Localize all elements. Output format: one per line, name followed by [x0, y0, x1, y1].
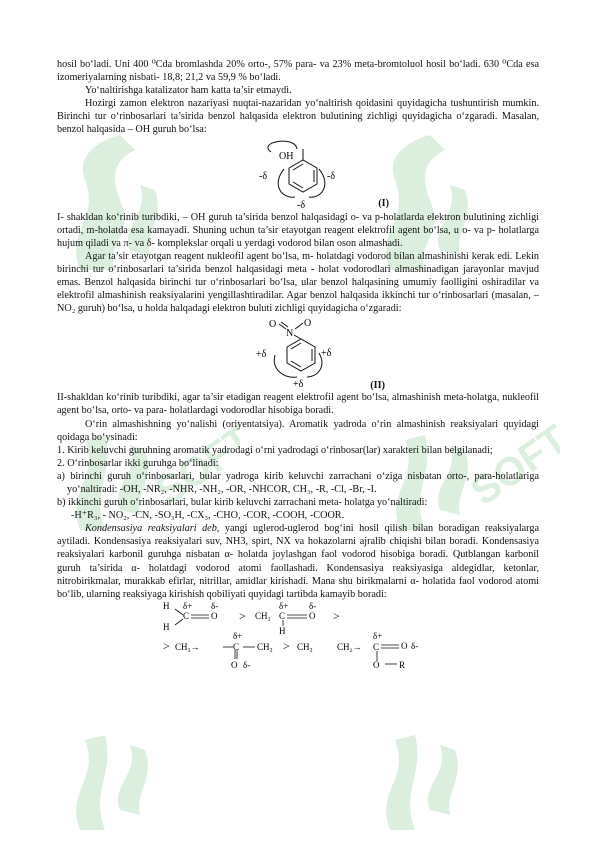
c-2: C	[279, 610, 286, 621]
ch3-1: CH₃	[255, 610, 271, 621]
nitrogen-label: N	[286, 328, 294, 340]
list-item-5: -H⁺R₃, - NO₂, -CN, -SO₃H, -CX₃, -CHO, -COR, -COOH, -COOR.	[71, 510, 345, 522]
ch3-3: CH₃	[257, 641, 273, 652]
dminus-3: δ-	[243, 659, 251, 670]
figure-label-2: (II)	[370, 380, 385, 392]
watermark-6	[370, 700, 480, 844]
paragraph-2: Yo‘naltirishga katalizator ham katta ta’sir etmaydi.	[85, 85, 292, 97]
gt-4: >	[283, 638, 290, 653]
watermark-5	[60, 700, 170, 844]
o-4: O	[401, 640, 408, 651]
delta-plus-bottom: +δ	[293, 379, 304, 391]
c-4: C	[373, 641, 380, 652]
o-3: O	[231, 659, 238, 670]
phenol-structure	[57, 137, 539, 211]
list-item-4: b) ikkinchi guruh o‘rinbosarlari, bular kirib keluvchi zarrachani meta- holatga yo‘naltiradi:	[57, 497, 428, 509]
dplus-4: δ+	[373, 630, 383, 641]
list-item-2: 2. O‘rinbosarlar ikki guruhga bo‘linadi:	[57, 457, 219, 469]
dplus-2: δ+	[279, 600, 289, 611]
ch3-4: CH₃	[297, 641, 313, 652]
paragraph-4: I- shakldan ko‘rinib turibdiki, – OH guruh ta’sirida benzol halqasidagi o- va p-holatlarda elektron bulutining zichligi ortadi, m-holatda esa kamayadi. Shuning uchun ta’sir etayotgan reagent elektrofil agent bo‘lsa, u o- va p- holatlarga hujum qiladi va π- va δ- komplekslar orqali u yerdagi vodorod bilan oson almashadi.	[57, 211, 539, 249]
figure-reactivity-order	[57, 601, 539, 681]
c-3: C	[233, 641, 240, 652]
gt-3: >	[163, 638, 170, 653]
paragraph-3: Hozirgi zamon elektron nazariyasi nuqtai-nazaridan yo‘naltirish qoidasini quyidagicha tushuntirish mumkin. Birinchi tur o‘rinbosarlari ta’sirida benzol halqasida elektron bulutining zichligi quyidagicha o‘zgaradi. Masalan, benzol halqasida – OH guruh bo‘lsa:	[57, 98, 539, 136]
h-3: H	[279, 625, 286, 636]
paragraph-1: hosil bo‘ladi. Uni 400 ⁰Cda bromlashda 20% orto-, 57% para- va 23% meta-bromtoluol hosil bo‘ladi. 630 ⁰Cda esa izomeriyalarning nisbati- 18,8; 21,2 va 59,9 % bo‘ladi.	[57, 59, 539, 84]
h-bottom: H	[163, 621, 170, 632]
dplus-1: δ+	[183, 600, 193, 611]
r-group: R	[399, 659, 406, 670]
paragraph-8	[57, 522, 539, 601]
o-5: O	[373, 659, 380, 670]
delta-bottom: -δ	[297, 199, 306, 211]
figure-nitrobenzene	[57, 315, 539, 391]
delta-right: -δ	[327, 170, 336, 182]
ch2: CH₂→	[337, 641, 362, 652]
paragraph-6: II-shakldan ko‘rinib turibdiki, agar ta’sir etadigan reagent elektrofil agent bo‘lsa, almashinish meta-holatga, nukleofil agent bo‘lsa, orto- va para- holatlardagi vodorodlar hisobiga boradi.	[57, 392, 539, 417]
list-item-1: 1. Kirib keluvchi guruhning aromatik yadrodagi o‘rni yadrodagi o‘rinbosar(lar) xarakteri bilan belgilanadi;	[57, 444, 493, 456]
nitrobenzene-structure	[57, 315, 539, 391]
gt-2: >	[333, 608, 340, 623]
dminus-2: δ-	[309, 600, 317, 611]
o-1: O	[211, 610, 218, 621]
paragraph-7: O‘rin almashishning yo‘nalishi (oriyentatsiya). Aromatik yadroda o‘rin almashinish reaksiyalari quyidagi qoidaga bo‘ysinadi:	[57, 418, 539, 443]
dminus-1: δ-	[211, 600, 219, 611]
watermark-text-2: SOFT	[463, 416, 560, 514]
figure-phenol	[57, 137, 539, 211]
delta-plus-right: +δ	[321, 348, 332, 360]
oxygen-right: O	[304, 318, 312, 330]
paragraph-8-body: yangi uglerod-uglerod bog‘ini hosil qilish bilan boradigan reaksiyalarga aytiladi. Kondensasiya reaksiyalari suv, NH3, spirt, NX va hokazolarni ajralib chiqishi bilan boradi. Kondensasiya reaksiyalari karbonil guruhga nisbatan α- holatda joylashgan faol vodorod hisobiga boradi. Qutblangan karbonil guruh ta’sirida α- holatdagi vodorod atomi faollashadi. Kondensasiya reaksiyasiga aldegidlar, ketonlar, nitrobirikmalar, murakkab efirlar, nitrillar, amidlar kirishadi. Mana shu birikmalarni α- holatida faol vodorod atomi bo‘lib, ularning reaksiyaga kirishish qobiliyati quyidagi tartibda kamayib boradi:	[57, 523, 539, 600]
dminus-4: δ-	[411, 640, 419, 651]
delta-left: -δ	[259, 170, 268, 182]
paragraph-5: Agar ta’sir etayotgan reagent nukleofil agent bo‘lsa, m- holatdagi vodorod bilan almashinishi kerak edi. Lekin birinchi tur o‘rinbosarlari ta’sirida benzol halqasidagi meta - holat vodorodlari almashinadigan jarayonlar mavjud emas. Benzol halqasida birinchi tur o‘rinbosarlari bo‘lsa, ular benzol halqasining umumiy faolligini oshiradilar va elektrofil almashinish reaksiyalarini yengillashtiradilar. Agar benzol halqasida ikkinchi tur o‘rinbosarlari (masalan, – NO₂ guruh) bo‘lsa, u holda halqadagi elektron buluti zichligi quyidagicha o‘zgaradi:	[57, 250, 539, 315]
ch3-2: CH₃→	[175, 641, 200, 652]
oxygen-left: O	[269, 319, 277, 331]
c-1: C	[183, 610, 190, 621]
h-top: H	[163, 600, 170, 611]
page-content	[57, 58, 539, 681]
figure-label-1: (I)	[378, 197, 389, 209]
delta-plus-left: +δ	[256, 349, 267, 361]
gt-1: >	[239, 608, 246, 623]
list-item-3: a) birinchi guruh o‘rinbosarlari, bular yadroga kirib keluvchi zarrachani o‘ziga nisbatan orto-, para-holatlariga yo‘naltiradi: -OH, -NR₂, -NHR, -NH₂, -OR, -NHCOR, CH₃, -R, -Cl, -Br, -I.	[57, 470, 539, 495]
dplus-3: δ+	[233, 630, 243, 641]
reactivity-order-structures	[57, 601, 539, 681]
oh-group-label: OH	[279, 150, 294, 162]
o-2: O	[309, 610, 316, 621]
paragraph-8-term: Kondensasiya reaksiyalari deb,	[85, 523, 220, 535]
watermark-text-1: SOFT	[148, 416, 240, 514]
